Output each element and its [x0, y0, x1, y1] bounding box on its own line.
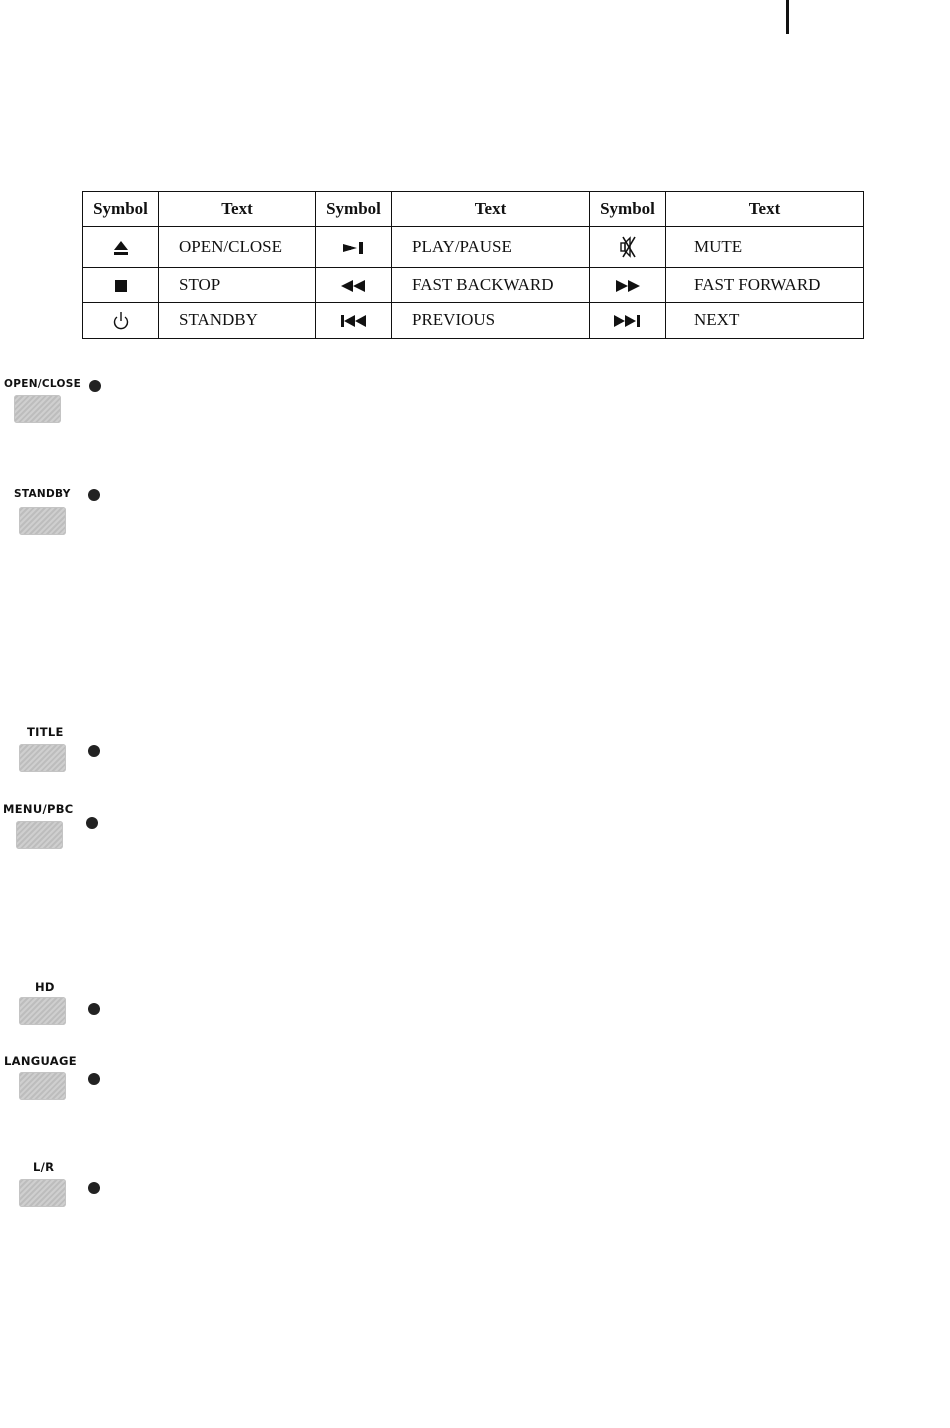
- stop-icon: [83, 268, 159, 303]
- fast-backward-icon: [316, 268, 392, 303]
- standby-icon: [83, 302, 159, 338]
- header-symbol: Symbol: [590, 192, 666, 227]
- mute-icon: [590, 227, 666, 268]
- symbol-text: NEXT: [666, 302, 864, 338]
- table-row: [83, 227, 864, 268]
- indicator-dot: [88, 1073, 100, 1085]
- open-close-label: OPEN/CLOSE: [4, 378, 82, 390]
- table-row: [83, 268, 864, 303]
- indicator-dot: [88, 1182, 100, 1194]
- symbol-text: PREVIOUS: [392, 302, 590, 338]
- page-edge-line: [786, 0, 789, 34]
- menu-pbc-button[interactable]: [16, 821, 63, 849]
- header-symbol: Symbol: [316, 192, 392, 227]
- standby-button[interactable]: [19, 507, 66, 535]
- indicator-dot: [88, 745, 100, 757]
- eject-icon: [83, 227, 159, 268]
- title-button[interactable]: [19, 744, 66, 772]
- play-pause-icon: [316, 227, 392, 268]
- title-label: TITLE: [27, 725, 64, 739]
- table-header-row: [83, 192, 864, 227]
- indicator-dot: [89, 380, 101, 392]
- symbol-text: FAST BACKWARD: [392, 268, 590, 303]
- table-row: [83, 302, 864, 338]
- next-icon: [590, 302, 666, 338]
- header-text: Text: [392, 192, 590, 227]
- header-symbol: Symbol: [83, 192, 159, 227]
- symbol-text: STOP: [159, 268, 316, 303]
- symbol-text: MUTE: [666, 227, 864, 268]
- l-r-label: L/R: [33, 1160, 55, 1174]
- fast-forward-icon: [590, 268, 666, 303]
- symbol-text: PLAY/PAUSE: [392, 227, 590, 268]
- indicator-dot: [86, 817, 98, 829]
- symbol-text: STANDBY: [159, 302, 316, 338]
- standby-label: STANDBY: [14, 488, 71, 500]
- language-label: LANGUAGE: [4, 1054, 77, 1068]
- l-r-button[interactable]: [19, 1179, 66, 1207]
- previous-icon: [316, 302, 392, 338]
- menu-pbc-label: MENU/PBC: [3, 802, 74, 816]
- header-text: Text: [666, 192, 864, 227]
- hd-label: HD: [35, 980, 55, 994]
- indicator-dot: [88, 489, 100, 501]
- symbol-text: FAST FORWARD: [666, 268, 864, 303]
- header-text: Text: [159, 192, 316, 227]
- symbol-legend-table: [82, 191, 864, 339]
- indicator-dot: [88, 1003, 100, 1015]
- open-close-button[interactable]: [14, 395, 61, 423]
- hd-button[interactable]: [19, 997, 66, 1025]
- symbol-text: OPEN/CLOSE: [159, 227, 316, 268]
- language-button[interactable]: [19, 1072, 66, 1100]
